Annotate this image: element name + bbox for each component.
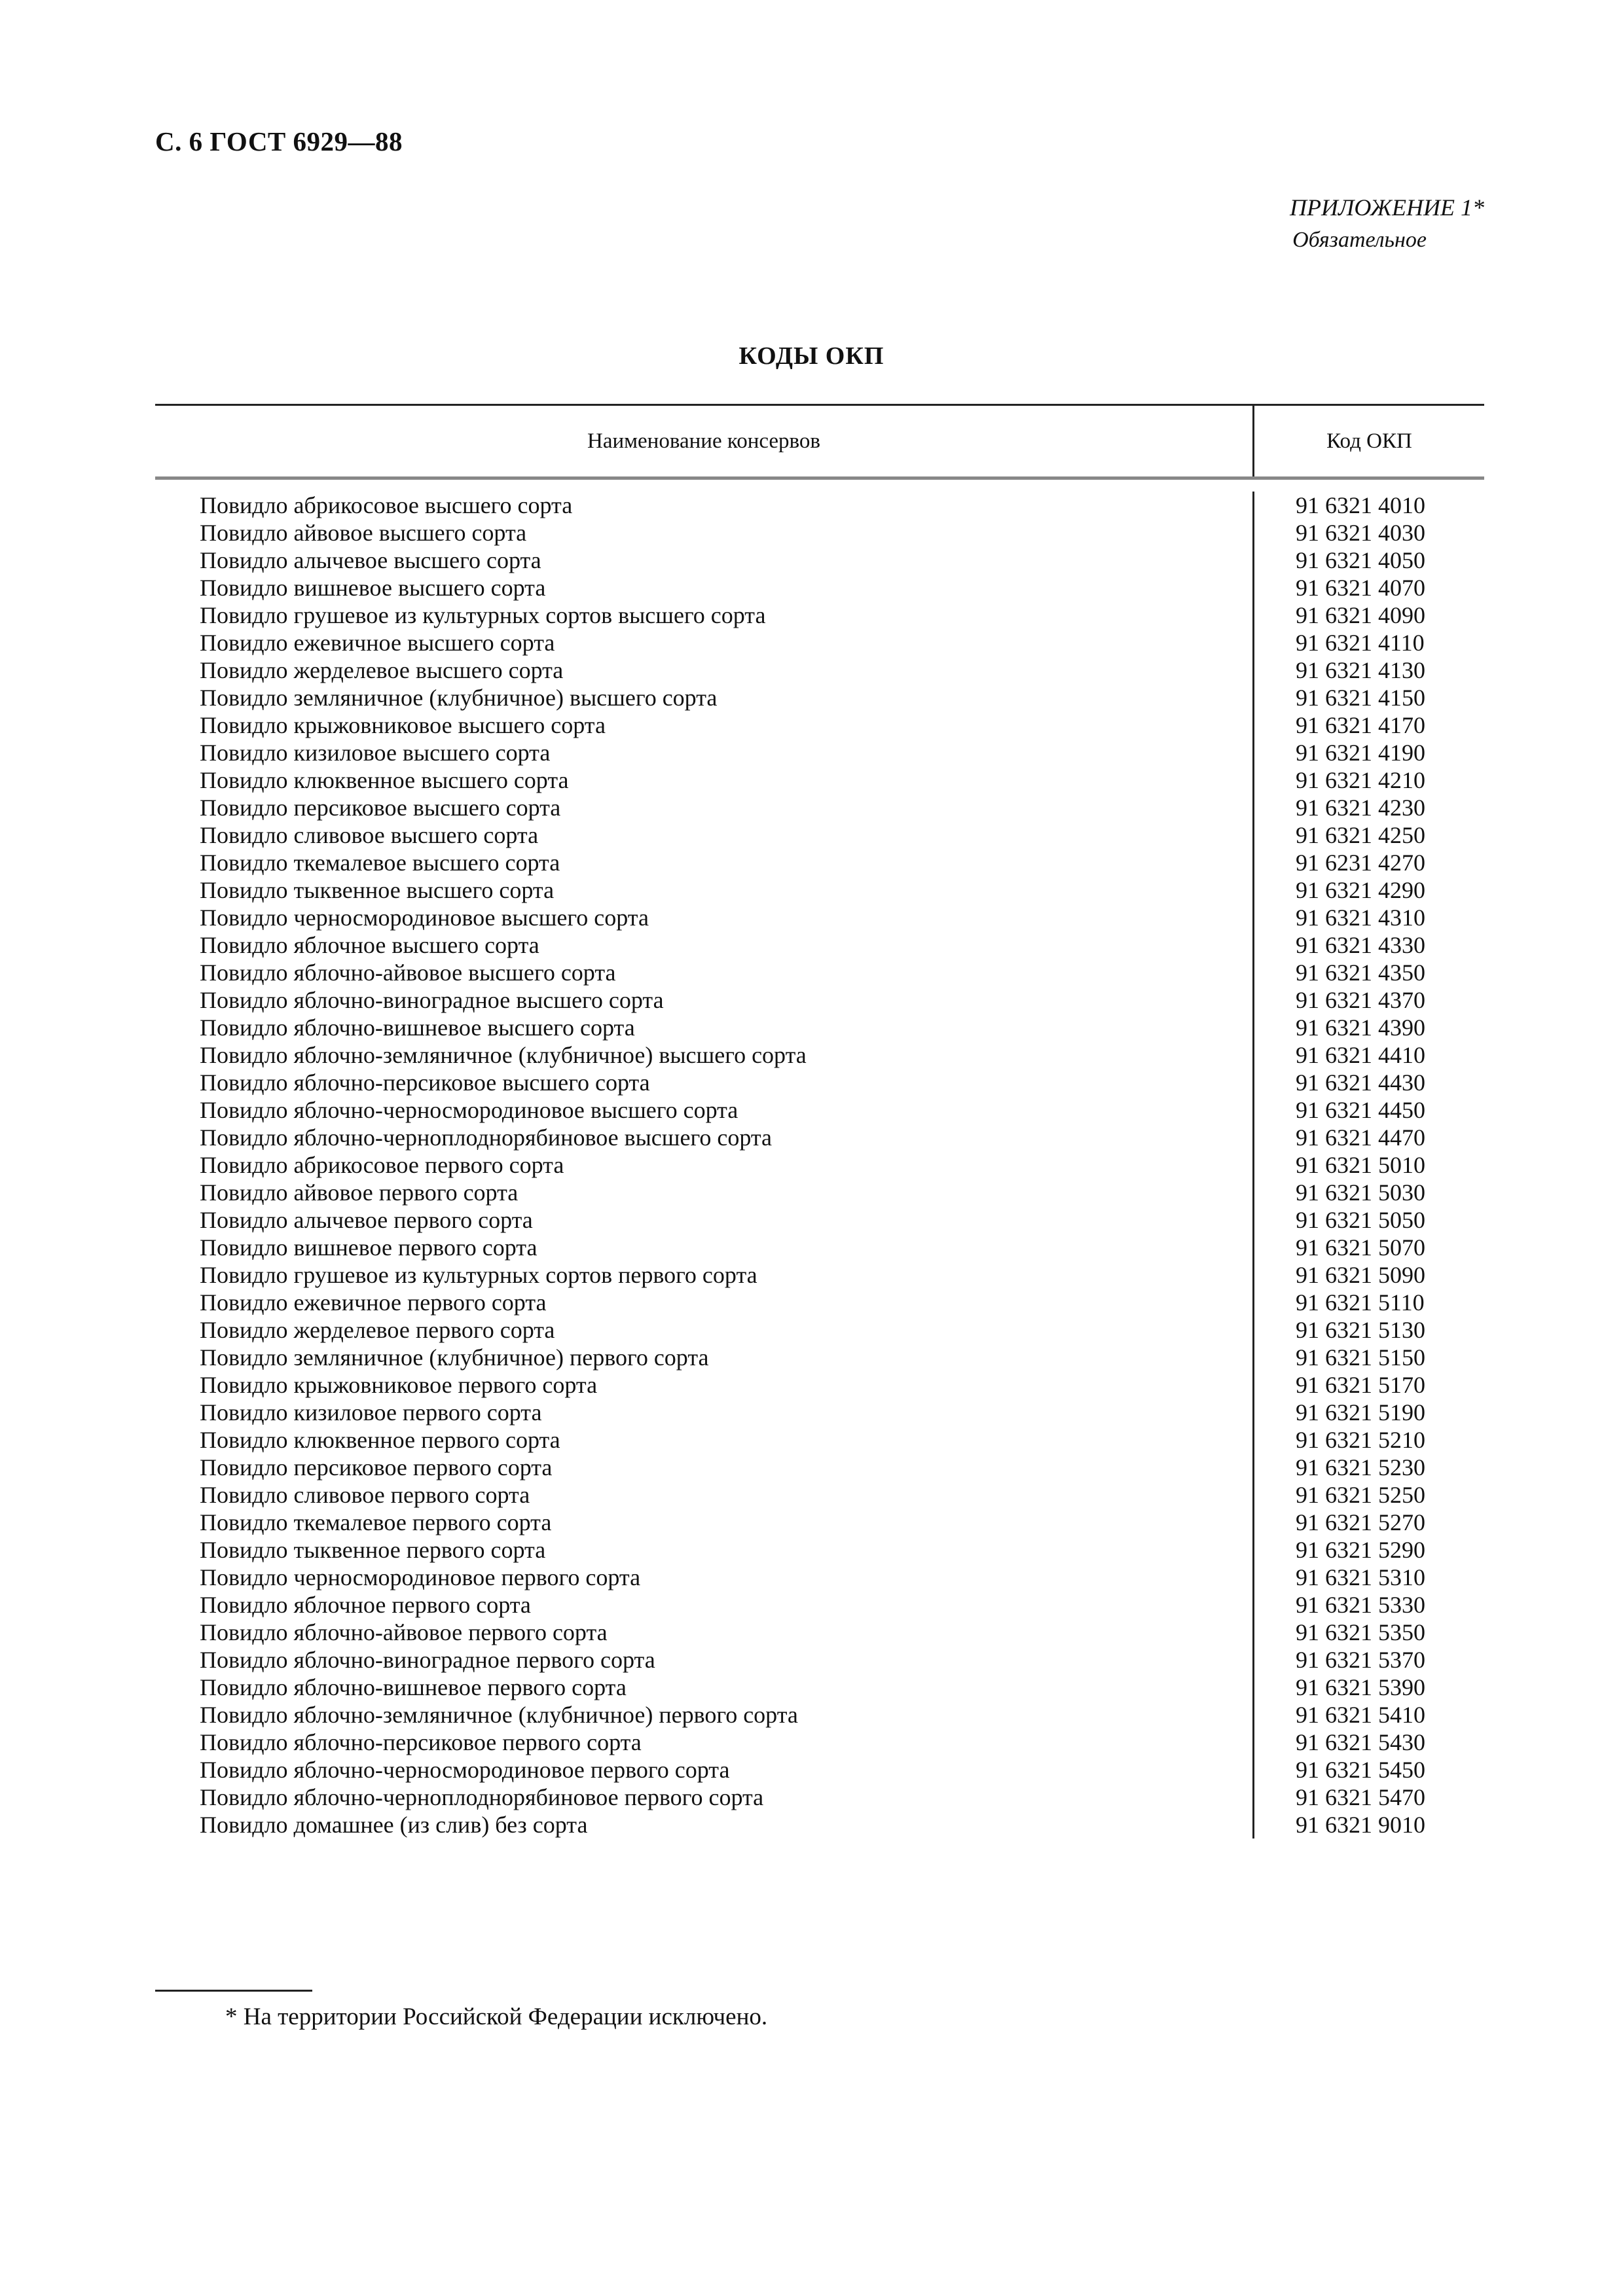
product-name-cell: Повидло яблочно-черносмородиновое высшего сорта [200,1097,739,1123]
product-name-cell: Повидло персиковое первого сорта [200,1454,553,1480]
product-name-cell: Повидло тыквенное первого сорта [200,1537,546,1563]
okp-code-cell: 91 6321 5050 [1296,1207,1425,1233]
okp-code-cell: 91 6321 5350 [1296,1619,1425,1645]
footnote-divider [155,1990,312,1992]
product-name-cell: Повидло сливовое высшего сорта [200,822,539,848]
product-name-cell: Повидло яблочное высшего сорта [200,932,539,958]
product-name-cell: Повидло черносмородиновое высшего сорта [200,905,649,931]
okp-code-cell: 91 6321 4370 [1296,987,1425,1013]
okp-code-cell: 91 6321 4170 [1296,712,1425,738]
product-name-cell: Повидло клюквенное высшего сорта [200,767,569,793]
okp-code-cell: 91 6321 5250 [1296,1482,1425,1508]
product-name-cell: Повидло яблочно-черноплоднорябиновое первого сорта [200,1784,764,1810]
okp-code-cell: 91 6321 4230 [1296,795,1425,821]
table-body [155,480,1484,1848]
okp-codes-table [155,404,1484,1848]
appendix-subtitle: Обязательное [1292,228,1427,252]
okp-code-cell: 91 6321 5430 [1296,1729,1425,1755]
okp-code-cell: 91 6321 5390 [1296,1674,1425,1700]
product-name-cell: Повидло сливовое первого сорта [200,1482,530,1508]
codes-column [1252,492,1484,1839]
okp-code-cell: 91 6321 4150 [1296,685,1425,711]
okp-code-cell: 91 6321 4410 [1296,1042,1425,1068]
okp-code-cell: 91 6321 4390 [1296,1014,1425,1041]
okp-code-cell: 91 6321 4090 [1296,602,1425,628]
product-name-cell: Повидло жерделевое первого сорта [200,1317,555,1343]
product-name-cell: Повидло яблочно-черноплоднорябиновое высшего сорта [200,1124,773,1151]
product-name-cell: Повидло клюквенное первого сорта [200,1427,560,1453]
okp-code-cell: 91 6321 5170 [1296,1372,1425,1398]
okp-code-cell: 91 6321 5210 [1296,1427,1425,1453]
okp-code-cell: 91 6321 4190 [1296,740,1425,766]
product-name-cell: Повидло ежевичное первого сорта [200,1289,547,1316]
okp-code-cell: 91 6321 5090 [1296,1262,1425,1288]
okp-code-cell: 91 6321 4030 [1296,520,1425,546]
page-header: С. 6 ГОСТ 6929—88 [155,126,403,156]
table-header [155,404,1484,480]
product-name-cell: Повидло яблочно-виноградное высшего сорта [200,987,664,1013]
product-name-cell: Повидло крыжовниковое высшего сорта [200,712,606,738]
okp-code-cell: 91 6231 4270 [1296,850,1425,876]
okp-code-cell: 91 6321 4430 [1296,1069,1425,1096]
okp-code-cell: 91 6321 5150 [1296,1344,1425,1371]
okp-code-cell: 91 6321 5030 [1296,1179,1425,1206]
product-name-cell: Повидло кизиловое высшего сорта [200,740,551,766]
okp-code-cell: 91 6321 5110 [1296,1289,1425,1316]
footnote: * На территории Российской Федерации исключено. [225,2003,768,2030]
product-name-cell: Повидло яблочно-персиковое высшего сорта [200,1069,650,1096]
okp-code-cell: 91 6321 5310 [1296,1564,1425,1590]
product-name-cell: Повидло грушевое из культурных сортов первого сорта [200,1262,757,1288]
okp-code-cell: 91 6321 4290 [1296,877,1425,903]
okp-code-cell: 91 6321 5290 [1296,1537,1425,1563]
okp-code-cell: 91 6321 4050 [1296,547,1425,573]
column-header-name: Наименование консервов [587,429,820,453]
product-name-cell: Повидло ткемалевое первого сорта [200,1509,552,1535]
names-column [155,492,1252,1839]
okp-code-cell: 91 6321 5130 [1296,1317,1425,1343]
table-title: КОДЫ ОКП [739,342,884,370]
okp-code-cell: 91 6321 5270 [1296,1509,1425,1535]
product-name-cell: Повидло домашнее (из слив) без сорта [200,1812,588,1838]
product-name-cell: Повидло земляничное (клубничное) первого сорта [200,1344,709,1371]
product-name-cell: Повидло яблочно-персиковое первого сорта [200,1729,642,1755]
product-name-cell: Повидло айвовое высшего сорта [200,520,527,546]
appendix-title: ПРИЛОЖЕНИЕ 1* [1290,194,1484,221]
okp-code-cell: 91 6321 5010 [1296,1152,1425,1178]
product-name-cell: Повидло абрикосовое высшего сорта [200,492,573,518]
product-name-cell: Повидло яблочно-айвовое высшего сорта [200,960,616,986]
product-name-cell: Повидло кизиловое первого сорта [200,1399,542,1426]
appendix-label [1290,191,1484,257]
product-name-cell: Повидло вишневое первого сорта [200,1234,538,1261]
okp-code-cell: 91 6321 5470 [1296,1784,1425,1810]
product-name-cell: Повидло тыквенное высшего сорта [200,877,555,903]
product-name-cell: Повидло персиковое высшего сорта [200,795,561,821]
okp-code-cell: 91 6321 4070 [1296,575,1425,601]
product-name-cell: Повидло яблочно-земляничное (клубничное) высшего сорта [200,1042,807,1068]
product-name-cell: Повидло яблочно-вишневое первого сорта [200,1674,627,1700]
product-name-cell: Повидло айвовое первого сорта [200,1179,519,1206]
okp-code-cell: 91 6321 4310 [1296,905,1425,931]
product-name-cell: Повидло алычевое высшего сорта [200,547,541,573]
column-header-code: Код ОКП [1252,406,1484,476]
okp-code-cell: 91 6321 4130 [1296,657,1425,683]
okp-code-cell: 91 6321 5070 [1296,1234,1425,1261]
product-name-cell: Повидло ежевичное высшего сорта [200,630,555,656]
product-name-cell: Повидло яблочно-айвовое первого сорта [200,1619,608,1645]
okp-code-cell: 91 6321 5330 [1296,1592,1425,1618]
okp-code-cell: 91 6321 9010 [1296,1812,1425,1838]
okp-code-cell: 91 6321 4450 [1296,1097,1425,1123]
product-name-cell: Повидло алычевое первого сорта [200,1207,533,1233]
product-name-cell: Повидло жерделевое высшего сорта [200,657,564,683]
product-name-cell: Повидло яблочно-земляничное (клубничное) первого сорта [200,1702,798,1728]
product-name-cell: Повидло яблочное первого сорта [200,1592,531,1618]
okp-code-cell: 91 6321 4210 [1296,767,1425,793]
product-name-cell: Повидло крыжовниковое первого сорта [200,1372,598,1398]
okp-code-cell: 91 6321 5190 [1296,1399,1425,1426]
okp-code-cell: 91 6321 4250 [1296,822,1425,848]
product-name-cell: Повидло абрикосовое первого сорта [200,1152,564,1178]
okp-code-cell: 91 6321 5410 [1296,1702,1425,1728]
product-name-cell: Повидло земляничное (клубничное) высшего сорта [200,685,718,711]
okp-code-cell: 91 6321 4470 [1296,1124,1425,1151]
product-name-cell: Повидло вишневое высшего сорта [200,575,546,601]
okp-code-cell: 91 6321 4010 [1296,492,1425,518]
okp-code-cell: 91 6321 4110 [1296,630,1425,656]
product-name-cell: Повидло черносмородиновое первого сорта [200,1564,641,1590]
okp-code-cell: 91 6321 5370 [1296,1647,1425,1673]
product-name-cell: Повидло яблочно-черносмородиновое первого сорта [200,1757,730,1783]
okp-code-cell: 91 6321 5230 [1296,1454,1425,1480]
okp-code-cell: 91 6321 4350 [1296,960,1425,986]
product-name-cell: Повидло яблочно-виноградное первого сорта [200,1647,655,1673]
okp-code-cell: 91 6321 4330 [1296,932,1425,958]
okp-code-cell: 91 6321 5450 [1296,1757,1425,1783]
product-name-cell: Повидло яблочно-вишневое высшего сорта [200,1014,635,1041]
product-name-cell: Повидло грушевое из культурных сортов высшего сорта [200,602,766,628]
product-name-cell: Повидло ткемалевое высшего сорта [200,850,560,876]
